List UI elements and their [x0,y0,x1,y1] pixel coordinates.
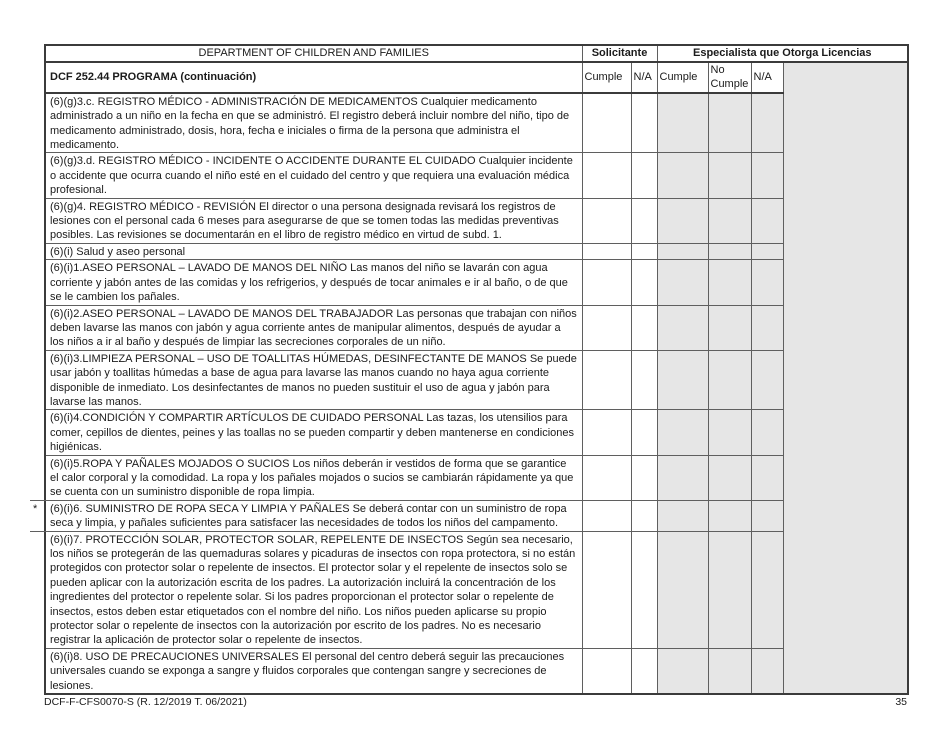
requirement-text: (6)(i)4.CONDICIÓN Y COMPARTIR ARTÍCULOS DE CUIDADO PERSONAL Las tazas, los utensilios para comer, cepillos de dientes, peines y las toallas no se pueden compartir y deben mantenerse en condiciones higiénicas. [50,412,575,454]
specialist-no-cumple-checkbox-cell[interactable] [708,198,751,243]
requirement-text-cell [45,260,582,305]
program-title: DCF 252.44 PROGRAMA (continuación) [45,62,582,93]
applicant-cumple-checkbox-cell[interactable] [582,350,631,410]
applicant-na-checkbox-cell[interactable] [631,198,657,243]
applicant-na-checkbox-cell[interactable] [631,410,657,455]
checklist-body [33,45,908,694]
specialist-no-cumple-checkbox-cell[interactable] [708,243,751,259]
applicant-cumple-checkbox-cell[interactable] [582,260,631,305]
notes-column [783,62,908,694]
specialist-na-checkbox-cell[interactable] [751,648,783,694]
specialist-na-checkbox-cell[interactable] [751,198,783,243]
requirement-text-cell [45,648,582,694]
specialist-no-cumple-checkbox-cell[interactable] [708,305,751,350]
table-row [45,153,908,198]
specialist-cumple-checkbox-cell[interactable] [657,410,708,455]
requirement-text: (6)(i)3.LIMPIEZA PERSONAL – USO DE TOALLITAS HÚMEDAS, DESINFECTANTE DE MANOS Se puede usar jabón y toallitas húmedas a base de agua para lavarse las manos cuando no haya agua corriente disponible de inmediato. Los desinfectantes de manos no pueden sustituir el uso de agua y jabón para lavarse las manos. [50,352,577,408]
specialist-cumple-column-header: Cumple [657,62,708,93]
requirement-text-cell [45,243,582,259]
requirement-text-cell [45,350,582,410]
applicant-cumple-checkbox-cell[interactable] [582,500,631,531]
table-row [45,500,908,531]
requirement-text: (6)(i)5.ROPA Y PAÑALES MOJADOS O SUCIOS Los niños deberán ir vestidos de forma que se garantice el calor corporal y la comodidad. La ropa y los pañales mojados o sucios se cambiarán rápidamente ya que se cuenta con un suministro disponible de ropa limpia. [50,457,574,499]
form-number: DCF-F-CFS0070-S (R. 12/2019 T. 06/2021) [44,696,247,708]
table-row [45,305,908,350]
specialist-na-checkbox-cell[interactable] [751,93,783,153]
specialist-cumple-checkbox-cell[interactable] [657,500,708,531]
specialist-na-checkbox-cell[interactable] [751,410,783,455]
requirement-text-cell [45,455,582,500]
column-header-row [45,62,908,93]
specialist-cumple-checkbox-cell[interactable] [657,648,708,694]
requirement-text: (6)(i) Salud y aseo personal [50,245,186,258]
specialist-no-cumple-checkbox-cell[interactable] [708,260,751,305]
specialist-na-column-header: N/A [751,62,783,93]
requirement-text: (6)(i)1.ASEO PERSONAL – LAVADO DE MANOS DEL NIÑO Las manos del niño se lavarán con agua corriente y jabón antes de las comidas y los refrigerios, y después de tocar animales e ir al baño, o de que se le cambien los pañales. [50,262,568,304]
requirement-text: (6)(g)4. REGISTRO MÉDICO - REVISIÓN El director o una persona designada revisará los registros de lesiones con el personal cada 6 meses para asegurarse de que se tomen todas las medidas preventivas posibles. Las revisiones se documentarán en el libro de registro médico en virtud de subd. 1. [50,200,559,242]
specialist-cumple-checkbox-cell[interactable] [657,350,708,410]
applicant-cumple-checkbox-cell[interactable] [582,198,631,243]
specialist-na-checkbox-cell[interactable] [751,305,783,350]
table-row [45,243,908,259]
table-row [45,93,908,153]
applicant-cumple-checkbox-cell[interactable] [582,531,631,648]
requirement-text-cell [45,153,582,198]
applicant-na-checkbox-cell[interactable] [631,243,657,259]
specialist-no-cumple-checkbox-cell[interactable] [708,93,751,153]
table-row [45,648,908,694]
applicant-cumple-checkbox-cell[interactable] [582,243,631,259]
specialist-no-cumple-checkbox-cell[interactable] [708,153,751,198]
compliance-checklist-table [33,44,909,695]
specialist-cumple-checkbox-cell[interactable] [657,198,708,243]
requirement-text: (6)(i)8. USO DE PRECAUCIONES UNIVERSALES El personal del centro deberá seguir las precauciones universales cuando se exponga a sangre y fluidos corporales que contengan sangre y secreciones de lesiones. [50,650,565,692]
specialist-cumple-checkbox-cell[interactable] [657,93,708,153]
requirement-text-cell [45,305,582,350]
applicant-na-column-header: N/A [631,62,657,93]
table-row [45,198,908,243]
specialist-cumple-checkbox-cell[interactable] [657,455,708,500]
specialist-no-cumple-checkbox-cell[interactable] [708,531,751,648]
requirement-text: (6)(i)7. PROTECCIÓN SOLAR, PROTECTOR SOLAR, REPELENTE DE INSECTOS Según sea necesario, los niños se protegerán de las quemaduras solares y picaduras de insectos con ropa protectora, si no están protegidos con protector solar o repelente de insectos. El protector solar y el repelente de insectos solo se pueden aplicar con la autorización escrita de los padres. La autorización incluirá la concentración de los ingredientes del protector o repelente solar. Si los padres proporcionan el protector solar o repelente de insectos, estos deben estar etiquetados con el nombre del niño. Los niños pueden aplicarse su propio protector solar o repelente de insectos con la autorización por escrito de los padres. No es necesario registrar la aplicación de protector solar o repelente de insectos. [50,533,576,647]
table-row [45,350,908,410]
table-row [45,455,908,500]
group-header-row [45,45,908,62]
applicant-na-checkbox-cell[interactable] [631,93,657,153]
applicant-cumple-checkbox-cell[interactable] [582,648,631,694]
specialist-no-cumple-checkbox-cell[interactable] [708,410,751,455]
specialist-cumple-checkbox-cell[interactable] [657,153,708,198]
page-number: 35 [895,696,907,708]
applicant-na-checkbox-cell[interactable] [631,531,657,648]
table-row [45,531,908,648]
applicant-cumple-checkbox-cell[interactable] [582,305,631,350]
applicant-na-checkbox-cell[interactable] [631,305,657,350]
specialist-no-cumple-column-header: No Cumple [708,62,751,93]
applicant-na-checkbox-cell[interactable] [631,260,657,305]
specialist-na-checkbox-cell[interactable] [751,455,783,500]
specialist-na-checkbox-cell[interactable] [751,153,783,198]
specialist-group-header: Especialista que Otorga Licencias [657,45,908,62]
applicant-na-checkbox-cell[interactable] [631,648,657,694]
specialist-na-checkbox-cell[interactable] [751,350,783,410]
applicant-cumple-checkbox-cell[interactable] [582,410,631,455]
applicant-na-checkbox-cell[interactable] [631,455,657,500]
requirement-text-cell [45,410,582,455]
requirement-text-cell [45,198,582,243]
applicant-na-checkbox-cell[interactable] [631,500,657,531]
applicant-cumple-column-header: Cumple [582,62,631,93]
applicant-na-checkbox-cell[interactable] [631,350,657,410]
requirement-text: (6)(g)3.c. REGISTRO MÉDICO - ADMINISTRACIÓN DE MEDICAMENTOS Cualquier medicamento administrado a un niño en la fecha en que se administró. El registro deberá incluir nombre del niño, tipo de medicamento administrado, dosis, hora, fecha e iniciales o firma de la persona que administra el medicamento. [50,95,570,152]
page-footer [44,696,907,708]
applicant-group-header: Solicitante [582,45,657,62]
specialist-cumple-checkbox-cell[interactable] [657,531,708,648]
applicant-cumple-checkbox-cell[interactable] [582,455,631,500]
specialist-no-cumple-checkbox-cell[interactable] [708,500,751,531]
applicant-cumple-checkbox-cell[interactable] [582,93,631,153]
requirement-text: (6)(i)6. SUMINISTRO DE ROPA SECA Y LIMPIA Y PAÑALES Se deberá contar con un suministro de ropa seca y limpia, y pañales suficientes para satisfacer las necesidades de todos los niños del campamento. [50,502,567,530]
applicant-na-checkbox-cell[interactable] [631,153,657,198]
applicant-cumple-checkbox-cell[interactable] [582,153,631,198]
specialist-no-cumple-checkbox-cell[interactable] [708,350,751,410]
department-header: DEPARTMENT OF CHILDREN AND FAMILIES [45,45,582,62]
requirement-text-cell [45,93,582,153]
specialist-na-checkbox-cell[interactable] [751,531,783,648]
specialist-na-checkbox-cell[interactable] [751,500,783,531]
specialist-cumple-checkbox-cell[interactable] [657,243,708,259]
requirement-text: (6)(g)3.d. REGISTRO MÉDICO - INCIDENTE O ACCIDENTE DURANTE EL CUIDADO Cualquier incidente o accidente que ocurra cuando el niño esté en el cuidado del centro y que requiera una evaluación médica profesional. [50,155,573,197]
table-row [45,410,908,455]
specialist-cumple-checkbox-cell[interactable] [657,305,708,350]
requirement-text: (6)(i)2.ASEO PERSONAL – LAVADO DE MANOS DEL TRABAJADOR Las personas que trabajan con niños deben lavarse las manos con jabón y agua corriente antes de manipular alimentos, después de ayudar a los niños a ir al baño y después de limpiar las secreciones corporales de un niño. [50,307,577,349]
asterisk-marker: * [33,502,38,515]
specialist-no-cumple-checkbox-cell[interactable] [708,455,751,500]
requirement-text-cell [33,500,582,531]
specialist-no-cumple-checkbox-cell[interactable] [708,648,751,694]
table-row [45,260,908,305]
requirement-text-cell [45,531,582,648]
specialist-na-checkbox-cell[interactable] [751,260,783,305]
specialist-na-checkbox-cell[interactable] [751,243,783,259]
specialist-cumple-checkbox-cell[interactable] [657,260,708,305]
